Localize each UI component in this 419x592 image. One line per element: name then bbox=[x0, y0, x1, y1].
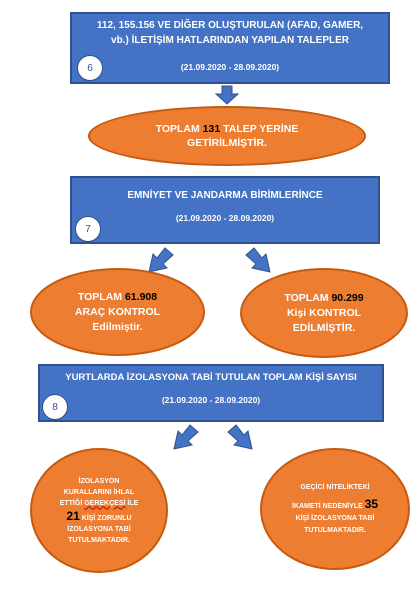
result7-left-line3: Edilmiştir. bbox=[92, 320, 143, 333]
result6-value: 131 bbox=[202, 123, 221, 135]
result7-right-line1 bbox=[284, 291, 363, 306]
result7-left-line1 bbox=[78, 290, 157, 305]
result-ellipse-8-left bbox=[30, 448, 168, 573]
box7-title: EMNİYET VE JANDARMA BİRİMLERİNCE bbox=[127, 190, 323, 201]
result8-left-line3c: İLE bbox=[125, 499, 139, 507]
result6-line2: GETİRİLMİŞTİR. bbox=[187, 137, 267, 149]
result8-right-value: 35 bbox=[364, 496, 379, 511]
down-left-arrow-8 bbox=[170, 425, 198, 451]
result7-right-prefix: TOPLAM bbox=[284, 291, 332, 304]
result8-left-line3b: GEREKÇESİ bbox=[84, 499, 126, 507]
result8-right-line2 bbox=[292, 498, 378, 513]
result7-right-line2: Kişi KONTROL bbox=[286, 306, 362, 319]
step-number-6: 6 bbox=[77, 55, 103, 81]
box6-title-line2: vb.) İLETİŞİM HATLARINDAN YAPILAN TALEPLER bbox=[111, 35, 349, 46]
box6-title-line1: 112, 155.156 VE DİĞER OLUŞTURULAN (AFAD, GAMER, bbox=[96, 20, 364, 31]
result7-left-value: 61.908 bbox=[124, 290, 158, 303]
result8-left-line6: TUTULMAKTADIR. bbox=[68, 536, 130, 544]
result7-left-line2: ARAÇ KONTROL bbox=[74, 305, 161, 318]
down-right-arrow-7 bbox=[246, 248, 274, 274]
box6-date: (21.09.2020 - 28.09.2020) bbox=[180, 62, 280, 72]
result8-left-line4 bbox=[66, 508, 132, 524]
down-arrow-6 bbox=[216, 86, 238, 104]
result-ellipse-6 bbox=[88, 106, 366, 166]
box8-title: YURTLARDA İZOLASYONA TABİ TUTULAN TOPLAM KİŞİ SAYISI bbox=[65, 372, 357, 383]
result8-right-line3: KİŞİ İZOLASYONA TABİ bbox=[295, 514, 375, 522]
box7-date: (21.09.2020 - 28.09.2020) bbox=[175, 213, 275, 223]
result-ellipse-7-right bbox=[240, 268, 408, 358]
result8-right-line2a: İKAMETİ NEDENİYLE bbox=[291, 502, 365, 510]
result7-right-value: 90.299 bbox=[331, 291, 364, 304]
result8-left-line1: İZOLASYON bbox=[78, 477, 120, 485]
info-box-6 bbox=[70, 12, 390, 84]
step-number-8: 8 bbox=[42, 394, 68, 420]
down-right-arrow-8 bbox=[228, 425, 256, 451]
result8-right-line1: GEÇİCİ NİTELİKTEKİ bbox=[300, 483, 370, 491]
step-number-7: 7 bbox=[75, 216, 101, 242]
result8-left-line3a: ETTİĞİ bbox=[59, 499, 85, 507]
result8-right-line4: TUTULMAKTADIR. bbox=[304, 526, 366, 534]
info-box-7 bbox=[70, 176, 380, 244]
result7-left-prefix: TOPLAM bbox=[77, 290, 125, 303]
result8-left-value: 21 bbox=[66, 508, 80, 523]
result8-left-line3 bbox=[60, 498, 139, 509]
result8-left-line5: İZOLASYONA TABİ bbox=[67, 525, 131, 533]
result7-right-line3: EDİLMİŞTİR. bbox=[292, 321, 356, 334]
result-ellipse-8-right bbox=[260, 448, 410, 570]
info-box-8 bbox=[38, 364, 384, 422]
result8-left-line4-text: KİŞİ ZORUNLU bbox=[79, 514, 132, 522]
result8-left-line2: KURALLARINI İHLAL bbox=[63, 488, 135, 496]
result6-suffix: TALEP YERİNE bbox=[220, 123, 299, 135]
result-ellipse-7-left bbox=[30, 268, 205, 356]
result6-line1 bbox=[156, 122, 299, 136]
result6-prefix: TOPLAM bbox=[155, 123, 203, 135]
box8-date: (21.09.2020 - 28.09.2020) bbox=[161, 395, 261, 405]
